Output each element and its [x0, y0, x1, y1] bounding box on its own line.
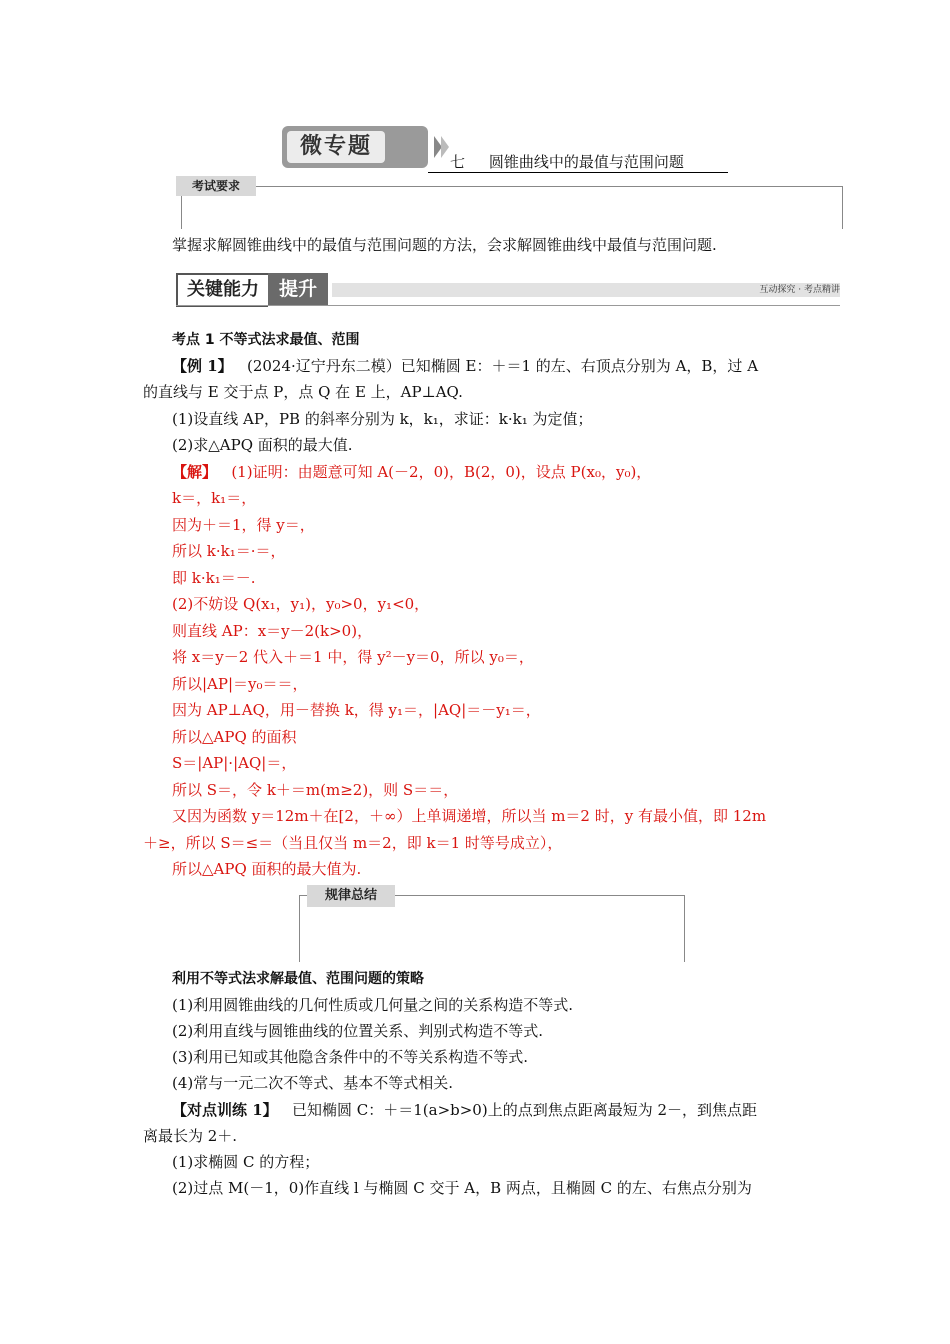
- solution-line-5: (2)不妨设 Q(x₁，y₁)，y₀>0，y₁<0，: [172, 595, 430, 613]
- training-text-1: 已知椭圆 C：＋＝1(a>b>0)上的点到焦点距离最短为 2－，到焦点距: [291, 1101, 758, 1119]
- banner-key-ability: 关键能力: [176, 273, 268, 307]
- banner-improve: 提升: [268, 273, 328, 305]
- summary-heading: 利用不等式法求解最值、范围问题的策略: [172, 971, 424, 987]
- training-line-1: [172, 1100, 757, 1120]
- summary-item-1: (1)利用圆锥曲线的几何性质或几何量之间的关系构造不等式.: [172, 996, 574, 1014]
- requirement-text: 掌握求解圆锥曲线中的最值与范围问题的方法，会求解圆锥曲线中最值与范围问题.: [172, 236, 717, 254]
- training-question-2: (2)过点 M(－1，0)作直线 l 与椭圆 C 交于 A，B 两点，且椭圆 C 的左、右焦点分别为: [172, 1179, 752, 1197]
- solution-line-12: 所以 S＝，令 k＋＝m(m≥2)，则 S＝＝，: [172, 781, 459, 799]
- requirement-box: [181, 186, 843, 229]
- solution-line-9: 因为 AP⊥AQ，用－替换 k，得 y₁＝，|AQ|＝－y₁＝，: [172, 701, 541, 719]
- summary-label: 规律总结: [307, 885, 395, 907]
- solution-tag: 【解】: [172, 463, 218, 481]
- example-line-1: [172, 356, 758, 376]
- requirement-label: 考试要求: [176, 176, 256, 196]
- topic-number: 七: [450, 153, 466, 171]
- training-question-1: (1)求椭圆 C 的方程；: [172, 1153, 320, 1171]
- solution-line-3: 所以 k·k₁＝·＝，: [172, 542, 286, 560]
- solution-line-2: 因为＋＝1，得 y＝，: [172, 516, 315, 534]
- summary-item-4: (4)常与一元二次不等式、基本不等式相关.: [172, 1074, 454, 1092]
- solution-line-14: ＋≥，所以 S＝≤＝（当且仅当 m＝2，即 k＝1 时等号成立），: [143, 834, 563, 852]
- topic-title: [450, 152, 684, 172]
- solution-line-13: 又因为函数 y＝12m＋在[2，＋∞）上单调递增，所以当 m＝2 时，y 有最小值，即 12m: [172, 807, 767, 825]
- example-text-1: (2024·辽宁丹东二模）已知椭圆 E：＋＝1 的左、右顶点分别为 A，B，过 A: [246, 357, 759, 375]
- banner-tagline: 互动探究 · 考点精讲: [759, 285, 840, 295]
- solution-line-11: S＝|AP|·|AQ|＝，: [172, 754, 297, 772]
- example-line-2: 的直线与 E 交于点 P，点 Q 在 E 上，AP⊥AQ.: [143, 383, 463, 401]
- banner-rule: [176, 305, 840, 306]
- training-tag: 【对点训练 1】: [172, 1101, 278, 1119]
- example-question-2: (2)求△APQ 面积的最大值.: [172, 436, 353, 454]
- topic-underline: [428, 172, 728, 173]
- solution-line-7: 将 x＝y－2 代入＋＝1 中，得 y²－y＝0，所以 y₀＝，: [172, 648, 534, 666]
- training-line-2: 离最长为 2＋.: [143, 1127, 238, 1145]
- topic-title-text: 圆锥曲线中的最值与范围问题: [488, 153, 684, 171]
- solution-line-8: 所以|AP|＝y₀＝＝，: [172, 675, 308, 693]
- topic-badge: 微专题: [287, 131, 385, 163]
- example-tag: 【例 1】: [172, 357, 233, 375]
- summary-item-3: (3)利用已知或其他隐含条件中的不等关系构造不等式.: [172, 1048, 529, 1066]
- summary-item-2: (2)利用直线与圆锥曲线的位置关系、判别式构造不等式.: [172, 1022, 544, 1040]
- solution-line-1: k＝，k₁＝，: [172, 489, 257, 507]
- solution-line-4: 即 k·k₁＝－.: [172, 569, 256, 587]
- badge-arrow-icon: [432, 134, 452, 160]
- solution-line-10: 所以△APQ 的面积: [172, 728, 297, 746]
- section-heading: 考点 1 不等式法求最值、范围: [172, 332, 360, 348]
- example-question-1: (1)设直线 AP，PB 的斜率分别为 k，k₁，求证：k·k₁ 为定值；: [172, 410, 593, 428]
- solution-line-15: 所以△APQ 面积的最大值为.: [172, 860, 362, 878]
- solution-text-0: (1)证明：由题意可知 A(－2，0)，B(2，0)，设点 P(x₀，y₀)，: [231, 463, 652, 481]
- solution-line-0: [172, 462, 651, 482]
- solution-line-6: 则直线 AP：x＝y－2(k>0)，: [172, 622, 373, 640]
